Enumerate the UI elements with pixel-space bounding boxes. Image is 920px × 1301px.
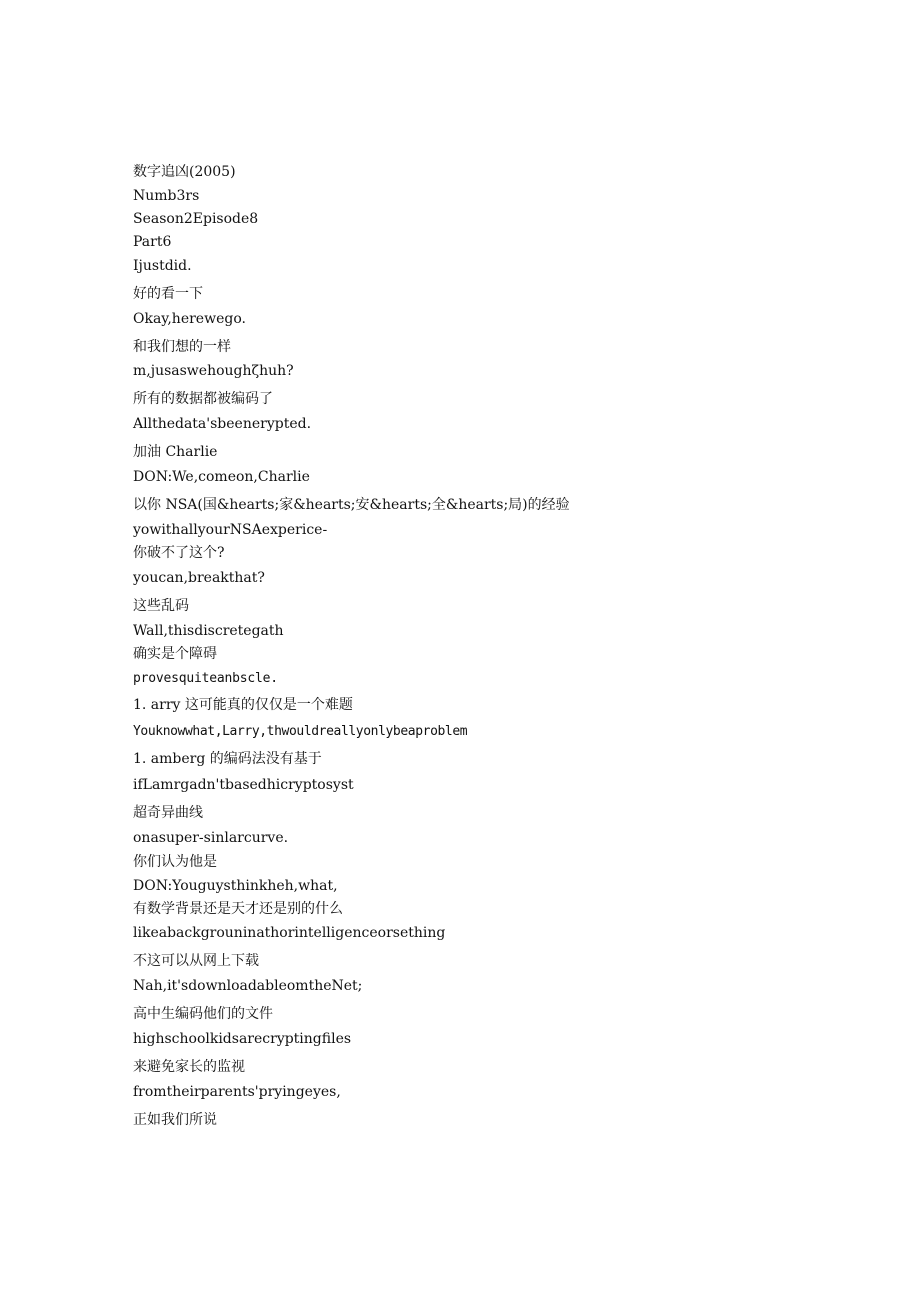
subtitle-line: 来避免家长的监视 xyxy=(133,1059,245,1075)
subtitle-line: 和我们想的一样 xyxy=(133,339,231,355)
subtitle-line: Nah,it'sdownloadableomtheNet; xyxy=(133,978,363,994)
subtitle-line: 正如我们所说 xyxy=(133,1112,217,1128)
subtitle-line: 你们认为他是 xyxy=(133,854,217,870)
doc-part: Part6 xyxy=(133,234,172,250)
subtitle-line: 有数学背景还是天才还是别的什么 xyxy=(133,901,343,917)
subtitle-line: onasuper-sinlarcurve. xyxy=(133,830,289,846)
subtitle-line: Youknowwhat,Larry,thwouldreallyonlybeaproblem xyxy=(133,724,468,739)
subtitle-line: Ijustdid. xyxy=(133,258,192,274)
subtitle-line: 超奇异曲线 xyxy=(133,805,203,821)
subtitle-line: 所有的数据都被编码了 xyxy=(133,391,273,407)
subtitle-line: DON:We,comeon,Charlie xyxy=(133,469,310,485)
subtitle-line: 你破不了这个? xyxy=(133,545,225,561)
subtitle-line: highschoolkidsarecryptingfiles xyxy=(133,1031,352,1047)
subtitle-line: Wall,thisdiscretegath xyxy=(133,623,284,639)
subtitle-line: youcan‚breakthat? xyxy=(133,570,265,586)
subtitle-line: 加油 Charlie xyxy=(133,444,218,460)
subtitle-line: 不这可以从网上下载 xyxy=(133,953,259,969)
subtitle-line: 好的看一下 xyxy=(133,286,203,302)
subtitle-line: Allthedata'sbeenerypted. xyxy=(133,416,312,432)
subtitle-line: ifLamrgadn'tbasedhicryptosyst xyxy=(133,777,354,793)
subtitle-line: 确实是个障碍 xyxy=(133,646,217,662)
subtitle-line: 这些乱码 xyxy=(133,598,189,614)
subtitle-line: m,jusaswehoughζhuh? xyxy=(133,363,294,379)
subtitle-line: DON:Youguysthinkheh,what, xyxy=(133,878,338,894)
subtitle-line: 1. amberg 的编码法没有基于 xyxy=(133,751,322,767)
doc-title-english: Numb3rs xyxy=(133,188,200,204)
subtitle-line: provesquiteanbscle. xyxy=(133,671,278,686)
subtitle-line: 以你 NSA(国&hearts;家&hearts;安&hearts;全&hearts;局)的经验 xyxy=(133,497,570,513)
subtitle-line: 1. arry 这可能真的仅仅是一个难题 xyxy=(133,697,353,713)
subtitle-line: likeabackgrouninathorintelligenceorsething xyxy=(133,925,446,941)
doc-episode: Season2Episode8 xyxy=(133,211,259,227)
subtitle-line: Okay,herewego. xyxy=(133,311,246,327)
subtitle-line: fromtheirparents'pryingeyes, xyxy=(133,1084,341,1100)
subtitle-line: yowithallyourNSAexperice- xyxy=(133,522,328,538)
subtitle-line: 高中生编码他们的文件 xyxy=(133,1006,273,1022)
doc-title-chinese: 数字追凶(2005) xyxy=(133,164,236,180)
